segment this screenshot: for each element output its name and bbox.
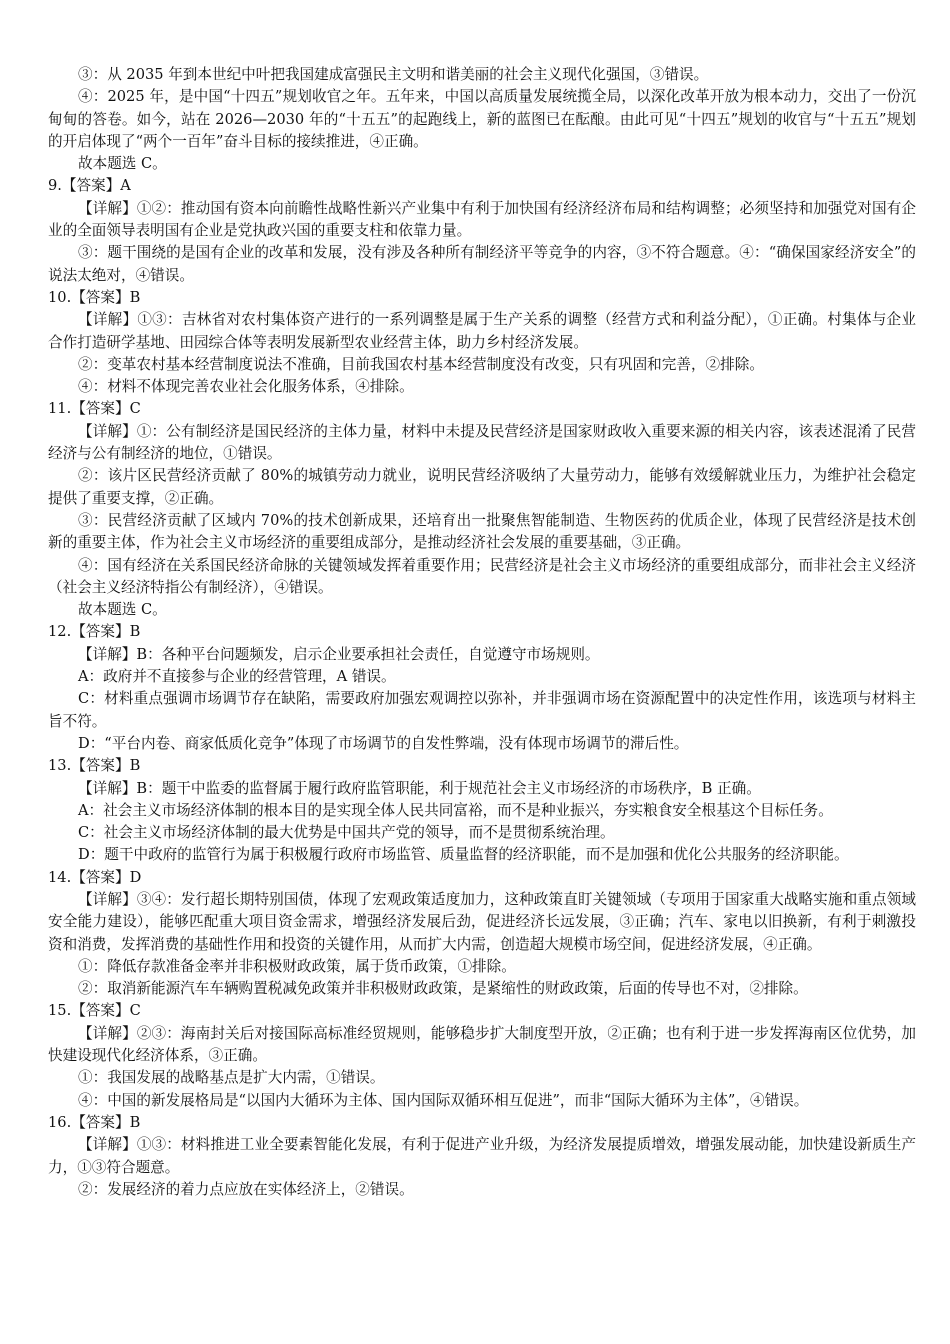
explanation-line: 【详解】①：公有制经济是国民经济的主体力量，材料中未提及民营经济是国家财政收入重要来源的相关内容，该表述混淆了民营经济与公有制经济的地位，①错误。 xyxy=(48,422,916,463)
explanation-line: ②：取消新能源汽车车辆购置税减免政策并非积极财政政策，是紧缩性的财政政策，后面的传导也不对，②排除。 xyxy=(78,980,808,998)
explanation-line: A：社会主义市场经济体制的根本目的是实现全体人民共同富裕，而不是种业振兴，夯实粮食安全根基这个目标任务。 xyxy=(78,801,833,819)
explanation-line: D：“平台内卷、商家低质化竞争”体现了市场调节的自发性弊端，没有体现市场调节的滞后性。 xyxy=(78,734,689,752)
explanation-line: ③：题干围绕的是国有企业的改革和发展，没有涉及各种所有制经济平等竞争的内容，③不符合题意。④：“确保国家经济安全”的说法太绝对，④错误。 xyxy=(48,244,916,284)
answer-heading: 10.【答案】B xyxy=(48,288,141,306)
explanation-line: 【详解】B：题干中监委的监督属于履行政府监管职能，利于规范社会主义市场经济的市场秩序，B 正确。 xyxy=(78,779,761,797)
explanation-line: D：题干中政府的监管行为属于积极履行政府市场监管、质量监督的经济职能，而不是加强和优化公共服务的经济职能。 xyxy=(78,846,849,864)
answer-heading: 13.【答案】B xyxy=(48,757,141,775)
answer-heading: 9.【答案】A xyxy=(48,177,131,195)
explanation-line: C：社会主义市场经济体制的最大优势是中国共产党的领导，而不是贯彻系统治理。 xyxy=(78,824,615,842)
explanation-line: 【详解】①②：推动国有资本向前瞻性战略性新兴产业集中有利于加快国有经济经济布局和结构调整；必须坚持和加强党对国有企业的全面领导表明国有企业是党执政兴国的重要支柱和依靠力量。 xyxy=(48,199,916,240)
answer-heading: 12.【答案】B xyxy=(48,623,141,641)
prev-item-line: 故本题选 C。 xyxy=(78,155,167,173)
explanation-line: 【详解】③④：发行超长期特别国债，体现了宏观政策适度加力，这种政策直盯关键领域（专项用于国家重大战略实施和重点领域安全能力建设），能够匹配重大项目资金需求，增强经济发展后劲，促进经济长远发展，③正确；汽车、家电以旧换新，有利于刺激投资和消费，发挥消费的基础性作用和投资的关键作用，从而扩大内需，创造超大规模市场空间，促进经济发展，④正确。 xyxy=(48,890,916,953)
prev-item-line: ③：从 2035 年到本世纪中叶把我国建成富强民主文明和谐美丽的社会主义现代化强国，③错误。 xyxy=(78,66,709,83)
explanation-line: ②：变革农村基本经营制度说法不准确，目前我国农村基本经营制度没有改变，只有巩固和完善，②排除。 xyxy=(78,355,764,373)
explanation-line: ①：我国发展的战略基点是扩大内需，①错误。 xyxy=(78,1069,385,1087)
answer-heading: 14.【答案】D xyxy=(48,868,142,886)
explanation-line: ②：发展经济的着力点应放在实体经济上，②错误。 xyxy=(78,1180,414,1198)
explanation-line: ④：国有经济在关系国民经济命脉的关键领域发挥着重要作用；民营经济是社会主义市场经济的重要组成部分，而非社会主义经济（社会主义经济特指公有制经济），④错误。 xyxy=(48,556,916,596)
explanation-line: ③：民营经济贡献了区域内 70%的技术创新成果，还培育出一批聚焦智能制造、生物医药的优质企业，体现了民营经济是技术创新的重要主体，作为社会主义市场经济的重要组成部分，是推动经济社会发展的重要基础，③正确。 xyxy=(48,511,916,552)
explanation-line: 【详解】①③：吉林省对农村集体资产进行的一系列调整是属于生产关系的调整（经营方式和利益分配），①正确。村集体与企业合作打造研学基地、田园综合体等表明发展新型农业经营主体，助力乡村经济发展。 xyxy=(48,311,916,351)
explanation-line: 【详解】B：各种平台问题频发，启示企业要承担社会责任，自觉遵守市场规则。 xyxy=(78,645,600,663)
answer-heading: 15.【答案】C xyxy=(48,1002,141,1020)
explanation-line: ④：材料不体现完善农业社会化服务体系，④排除。 xyxy=(78,378,414,396)
explanation-line: 【详解】②③：海南封关后对接国际高标准经贸规则，能够稳步扩大制度型开放，②正确；也有利于进一步发挥海南区位优势，加快建设现代化经济体系，③正确。 xyxy=(48,1024,916,1065)
explanation-line: ①：降低存款准备金率并非积极财政政策，属于货币政策，①排除。 xyxy=(78,957,516,975)
answer-heading: 11.【答案】C xyxy=(48,400,141,418)
explanation-line: ②：该片区民营经济贡献了 80%的城镇劳动力就业，说明民营经济吸纳了大量劳动力，能够有效缓解就业压力，为维护社会稳定提供了重要支撑，②正确。 xyxy=(48,467,916,507)
explanation-line: A：政府并不直接参与企业的经营管理，A 错误。 xyxy=(78,668,396,686)
explanation-line: 故本题选 C。 xyxy=(78,601,167,619)
answer-heading: 16.【答案】B xyxy=(48,1113,141,1131)
prev-item-line: ④：2025 年，是中国“十四五”规划收官之年。五年来，中国以高质量发展统揽全局，以深化改革开放为根本动力，交出了一份沉甸甸的答卷。如今，站在 2026—2030 年的“十五五”的起跑线上，新的蓝图已在酝酿。由此可见“十四五”规划的收官与“十五五”规划的开启体现了“两个一百年”奋斗目标的接续推进，④正确。 xyxy=(48,88,916,150)
explanation-line: 【详解】①③：材料推进工业全要素智能化发展，有利于促进产业升级，为经济发展提质增效，增强发展动能，加快建设新质生产力，①③符合题意。 xyxy=(48,1136,916,1176)
explanation-line: ④：中国的新发展格局是“以国内大循环为主体、国内国际双循环相互促进”，而非“国际大循环为主体”，④错误。 xyxy=(78,1091,809,1109)
explanation-line: C：材料重点强调市场调节存在缺陷，需要政府加强宏观调控以弥补，并非强调市场在资源配置中的决定性作用，该选项与材料主旨不符。 xyxy=(48,690,916,730)
